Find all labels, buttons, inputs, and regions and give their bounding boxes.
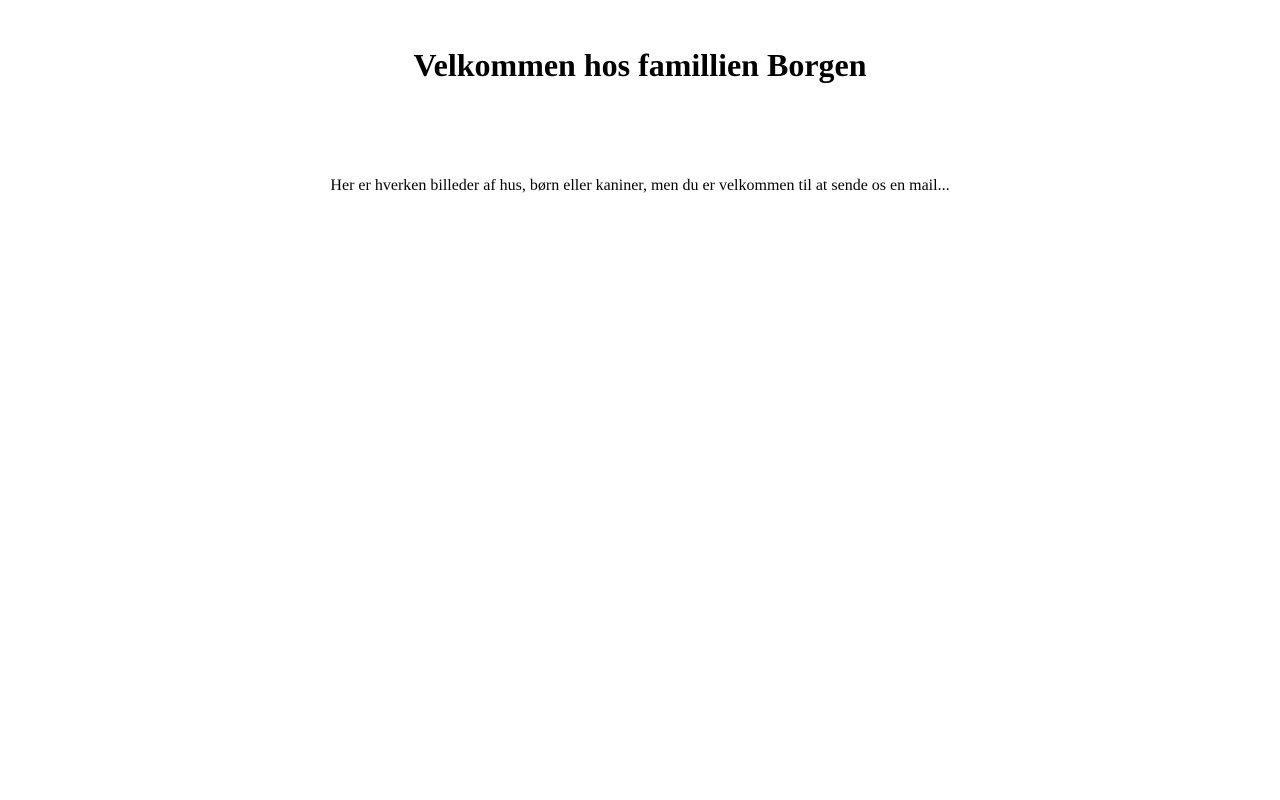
page-title: Velkommen hos famillien Borgen: [413, 47, 867, 83]
intro-paragraph: Her er hverken billeder af hus, børn eller kaniner, men du er velkommen til at sende os en mail...: [330, 177, 950, 194]
